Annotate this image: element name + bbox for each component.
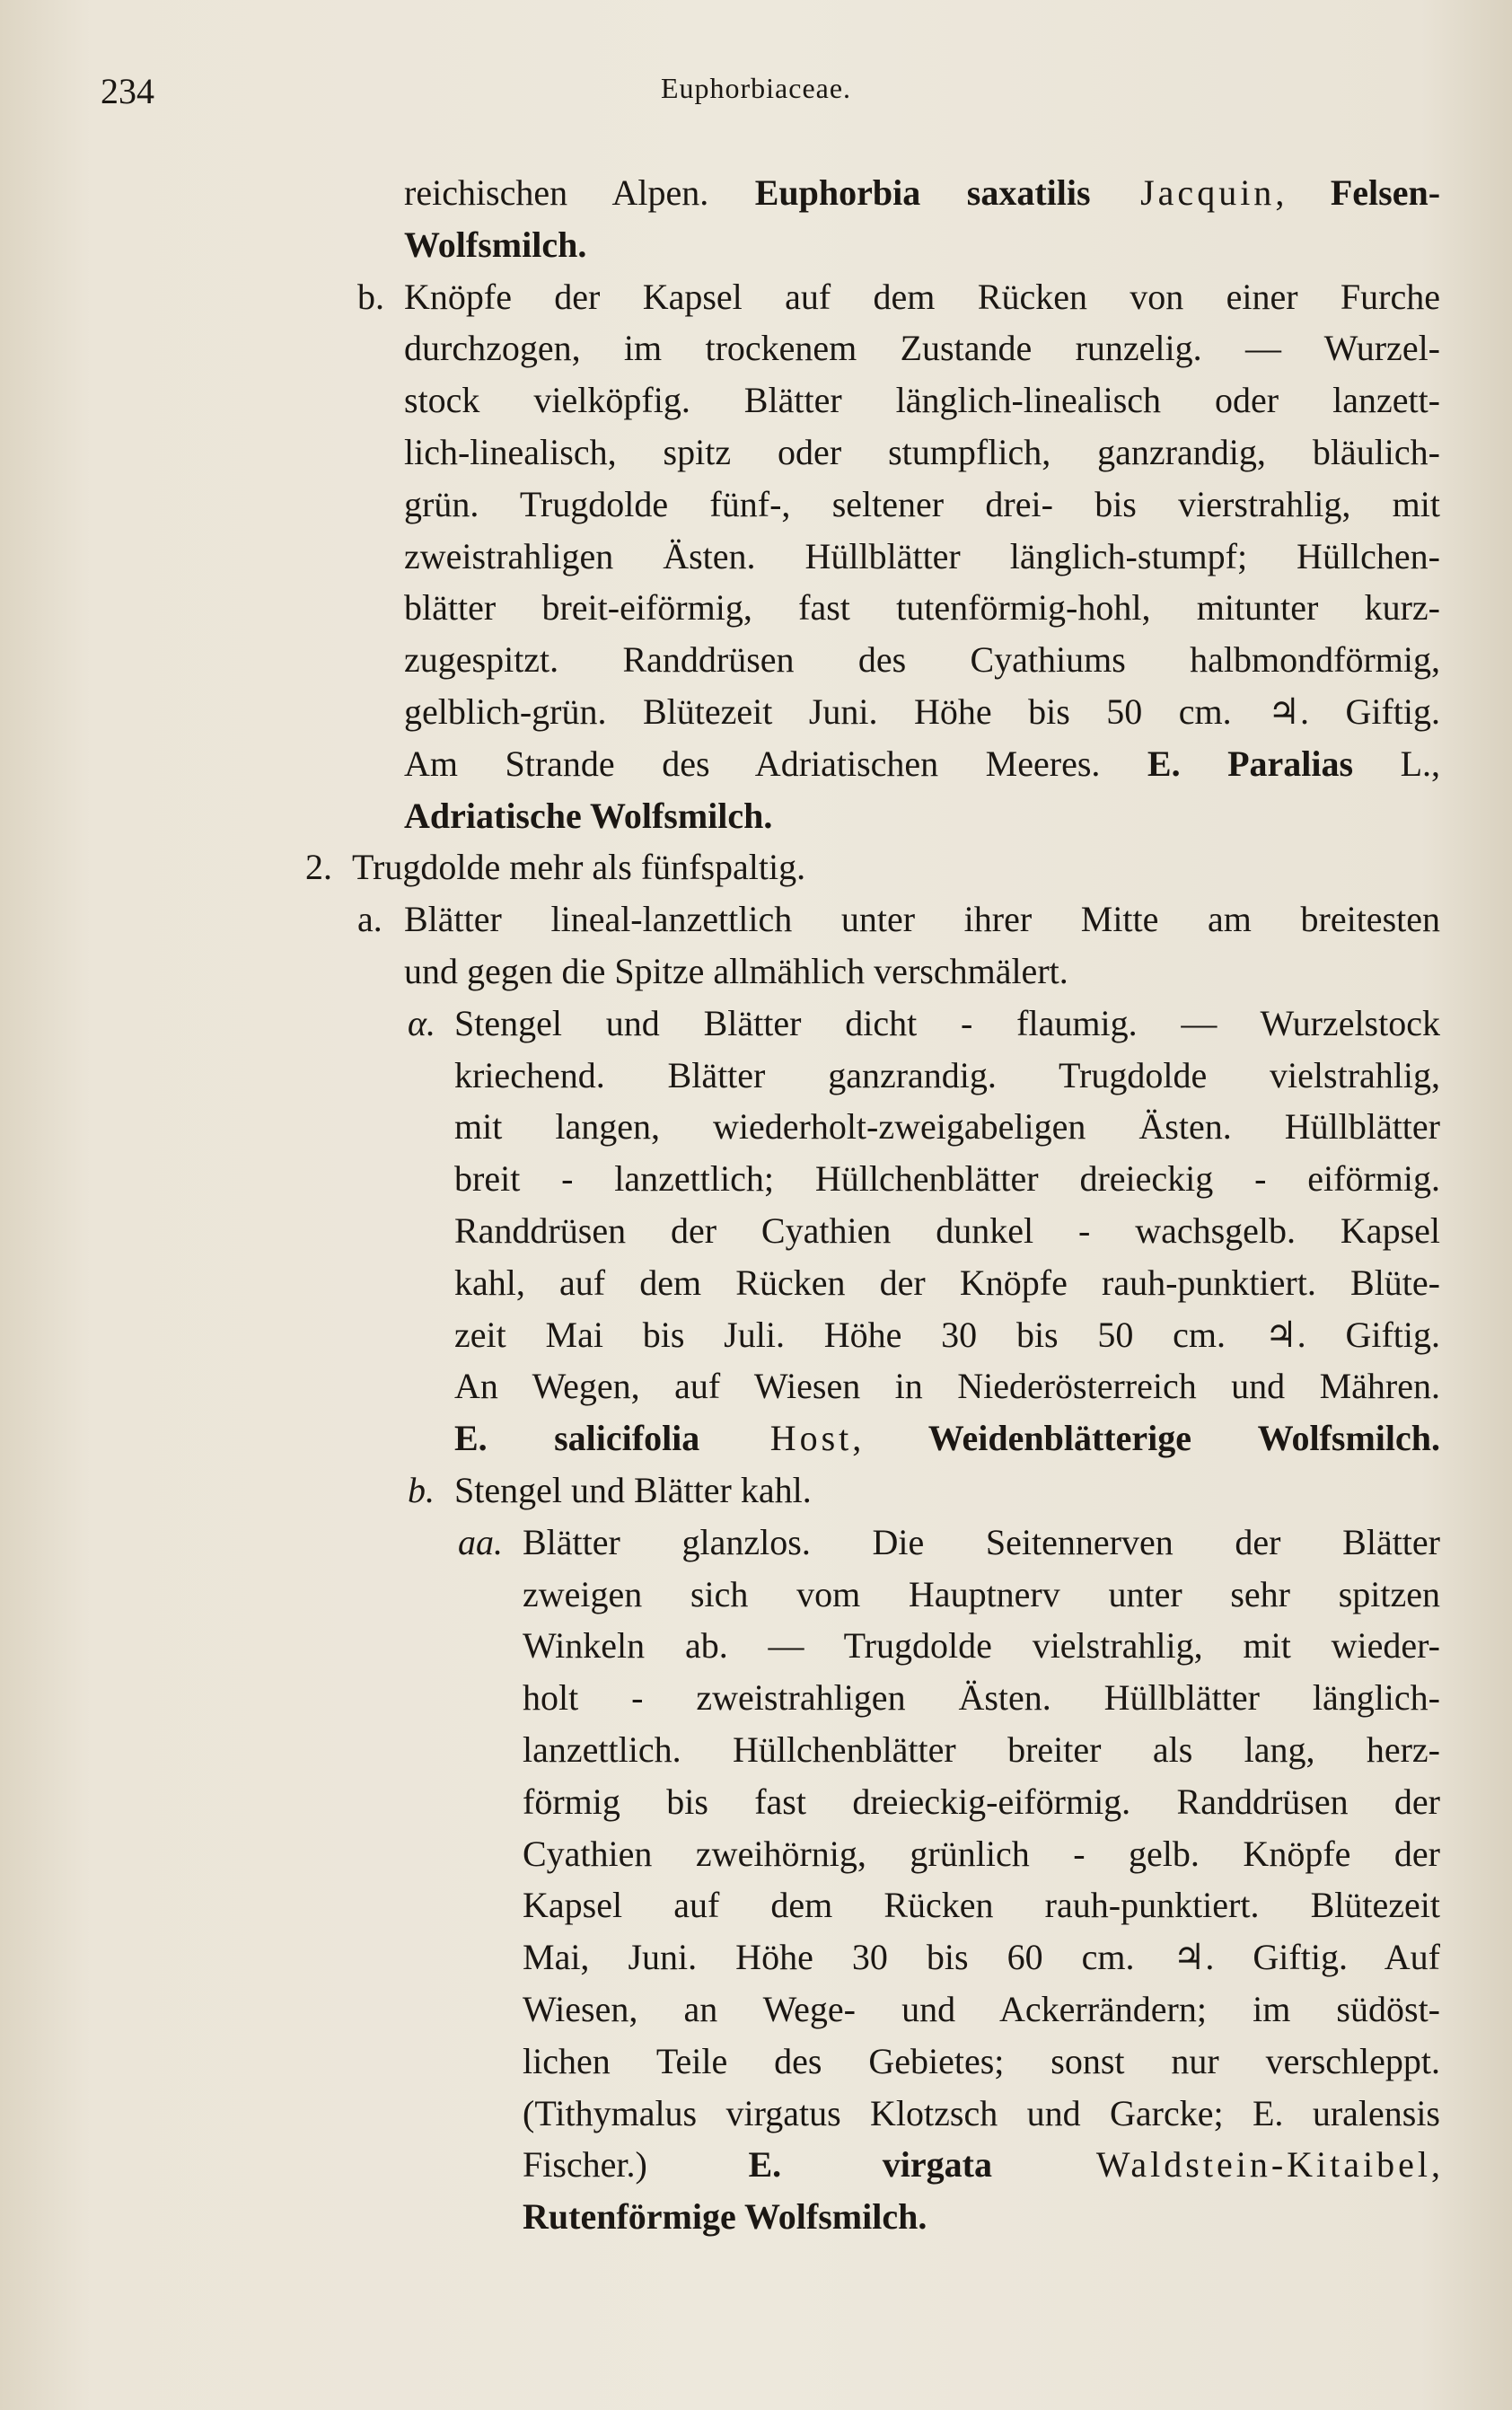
list-marker: 2.: [305, 847, 332, 888]
line-text: [523, 1672, 1440, 1724]
text-run: gelblich-grün. Blütezeit Juni. Höhe bis 50 cm. ♃. Giftig.: [404, 691, 1440, 732]
line-text: [404, 219, 1440, 271]
text-line: [0, 1101, 1440, 1153]
text-line: [0, 1360, 1440, 1412]
text-line: [0, 479, 1440, 531]
line-text: [523, 1879, 1440, 1931]
page-header: [101, 70, 1411, 115]
line-text: [404, 790, 1440, 842]
text-line: [0, 1517, 1440, 1569]
author-name: Jacquin: [1090, 172, 1276, 213]
species-name: Rutenförmige Wolfsmilch.: [523, 2196, 927, 2238]
text-run: ,: [1431, 2144, 1440, 2186]
text-line: [0, 1569, 1440, 1621]
text-run: lanzettlich. Hüllchenblätter breiter als lang, herz-: [523, 1729, 1440, 1770]
text-line: [0, 1309, 1440, 1361]
species-name: Weidenblätterige Wolfsmilch.: [927, 1418, 1440, 1459]
text-run: ,: [1275, 172, 1331, 213]
line-text: [454, 1309, 1440, 1361]
line-text: [404, 946, 1440, 998]
line-text: [404, 738, 1440, 790]
list-marker: aa.: [458, 1521, 503, 1562]
text-line: [0, 374, 1440, 427]
text-run: Blätter glanzlos. Die Seitennerven der Blätter: [523, 1521, 1440, 1562]
line-text: [404, 686, 1440, 738]
text-line: [0, 2191, 1440, 2243]
line-text: [404, 167, 1440, 219]
text-run: zweigen sich vom Hauptnerv unter sehr spitzen: [523, 1573, 1440, 1614]
line-text: [523, 1517, 1440, 1569]
text-run: Winkeln ab. — Trugdolde vielstrahlig, mit wieder-: [523, 1625, 1440, 1667]
line-text: [454, 1153, 1440, 1205]
text-line: [0, 634, 1440, 686]
text-line: [0, 998, 1440, 1050]
text-line: [0, 790, 1440, 842]
line-text: [523, 1983, 1440, 2036]
text-run: durchzogen, im trockenem Zustande runzelig. — Wurzel-: [404, 328, 1440, 369]
text-run: L.,: [1353, 743, 1440, 784]
line-text: [404, 582, 1440, 634]
text-run: und gegen die Spitze allmählich verschmälert.: [404, 951, 1068, 991]
running-head: Euphorbiaceae.: [660, 72, 852, 104]
species-name: Adriatische Wolfsmilch.: [404, 795, 773, 836]
line-text: [454, 1257, 1440, 1309]
text-line: [0, 1050, 1440, 1102]
text-run: förmig bis fast dreieckig-eiförmig. Randdrüsen der: [523, 1781, 1440, 1822]
text-run: mit langen, wiederholt-zweigabeligen Ästen. Hüllblätter: [454, 1106, 1440, 1148]
text-run: Wiesen, an Wege- und Ackerrändern; im südöst-: [523, 1989, 1440, 2029]
text-line: [0, 1620, 1440, 1672]
text-line: [0, 1983, 1440, 2036]
species-name: E. virgata: [748, 2144, 992, 2186]
text-run: zeit Mai bis Juli. Höhe 30 bis 50 cm. ♃. Giftig.: [454, 1314, 1440, 1355]
line-text: [523, 1776, 1440, 1828]
list-marker: b.: [408, 1470, 435, 1510]
line-text: [523, 2036, 1440, 2088]
line-text: [404, 893, 1440, 946]
text-line: [0, 893, 1440, 946]
line-text: [523, 1620, 1440, 1672]
text-line: [0, 1724, 1440, 1776]
text-run: zugespitzt. Randdrüsen des Cyathiums halbmondförmig,: [404, 639, 1440, 681]
text-run: breit - lanzettlich; Hüllchenblätter dreieckig - eiförmig.: [454, 1158, 1440, 1200]
line-text: [404, 374, 1440, 427]
text-line: [0, 1257, 1440, 1309]
text-run: Stengel und Blätter dicht - flaumig. — Wurzelstock: [454, 1002, 1440, 1043]
text-run: Blätter lineal-lanzettlich unter ihrer Mitte am breitesten: [404, 899, 1440, 940]
text-run: stock vielköpfig. Blätter länglich-linealisch oder lanzett-: [404, 380, 1440, 421]
text-line: [0, 271, 1440, 323]
text-run: Randdrüsen der Cyathien dunkel - wachsgelb. Kapsel: [454, 1210, 1440, 1251]
line-text: [523, 2191, 1440, 2243]
list-marker: α.: [408, 1002, 435, 1043]
line-text: [454, 1464, 1440, 1517]
text-run: reichischen Alpen.: [404, 172, 755, 213]
text-run: lich-linealisch, spitz oder stumpflich, ganzrandig, bläulich-: [404, 432, 1440, 472]
text-run: zweistrahligen Ästen. Hüllblätter länglich-stumpf; Hüllchen-: [404, 535, 1440, 576]
line-text: [454, 1101, 1440, 1153]
text-line: [0, 1153, 1440, 1205]
line-text: [523, 2139, 1440, 2191]
list-marker: a.: [357, 899, 382, 940]
text-run: lichen Teile des Gebietes; sonst nur verschleppt.: [523, 2040, 1440, 2081]
text-line: [0, 1776, 1440, 1828]
line-text: [523, 2088, 1440, 2140]
text-run: Mai, Juni. Höhe 30 bis 60 cm. ♃. Giftig. Auf: [523, 1937, 1440, 1978]
text-line: [0, 946, 1440, 998]
text-line: [0, 738, 1440, 790]
line-text: [404, 531, 1440, 583]
text-run: Trugdolde mehr als fünfspaltig.: [352, 847, 806, 888]
text-line: [0, 1412, 1440, 1464]
text-run: Kapsel auf dem Rücken rauh-punktiert. Blütezeit: [523, 1885, 1440, 1926]
text-line: [0, 2088, 1440, 2140]
species-name: E. salicifolia: [454, 1418, 700, 1459]
text-run: Knöpfe der Kapsel auf dem Rücken von einer Furche: [404, 276, 1440, 317]
text-run: blätter breit-eiförmig, fast tutenförmig-hohl, mitunter kurz-: [404, 587, 1440, 629]
text-line: [0, 1879, 1440, 1931]
text-line: [0, 219, 1440, 271]
text-line: [0, 686, 1440, 738]
species-name: Euphorbia saxatilis: [754, 172, 1091, 213]
text-line: [0, 1931, 1440, 1983]
text-run: grün. Trugdolde fünf-, seltener drei- bis vierstrahlig, mit: [404, 483, 1440, 524]
text-run: Cyathien zweihörnig, grünlich - gelb. Knöpfe der: [523, 1833, 1440, 1874]
text-run: kahl, auf dem Rücken der Knöpfe rauh-punktiert. Blüte-: [454, 1262, 1440, 1303]
text-line: [0, 841, 1440, 893]
line-text: [404, 634, 1440, 686]
list-marker: b.: [357, 276, 384, 317]
page-number: 234: [101, 71, 154, 111]
text-line: [0, 1672, 1440, 1724]
line-text: [454, 1050, 1440, 1102]
text-line: [0, 2036, 1440, 2088]
line-text: [454, 998, 1440, 1050]
text-run: (Tithymalus virgatus Klotzsch und Garcke; E. uralensis: [523, 2092, 1440, 2133]
text-run: Fischer.): [523, 2144, 749, 2186]
text-line: [0, 531, 1440, 583]
line-text: [523, 1569, 1440, 1621]
line-text: [454, 1412, 1440, 1464]
text-line: [0, 167, 1440, 219]
line-text: [454, 1205, 1440, 1257]
line-text: [523, 1828, 1440, 1880]
line-text: [404, 271, 1440, 323]
line-text: [352, 841, 1440, 893]
text-run: An Wegen, auf Wiesen in Niederösterreich und Mähren.: [454, 1366, 1440, 1407]
text-run: ,: [852, 1418, 928, 1459]
text-run: Stengel und Blätter kahl.: [454, 1470, 812, 1510]
text-line: [0, 1464, 1440, 1517]
text-run: holt - zweistrahligen Ästen. Hüllblätter länglich-: [523, 1677, 1440, 1719]
line-text: [454, 1360, 1440, 1412]
line-text: [404, 322, 1440, 374]
text-line: [0, 427, 1440, 479]
author-name: Waldstein-Kitaibel: [991, 2144, 1431, 2186]
line-text: [523, 1724, 1440, 1776]
text-run: kriechend. Blätter ganzrandig. Trugdolde vielstrahlig,: [454, 1054, 1440, 1095]
text-line: [0, 582, 1440, 634]
text-line: [0, 1205, 1440, 1257]
text-run: Am Strande des Adriatischen Meeres.: [404, 743, 1147, 784]
line-text: [404, 427, 1440, 479]
species-name: Wolfsmilch.: [404, 224, 587, 265]
line-text: [404, 479, 1440, 531]
author-name: Host: [699, 1418, 853, 1459]
text-line: [0, 322, 1440, 374]
text-line: [0, 1828, 1440, 1880]
text-line: [0, 2139, 1440, 2191]
species-name: E. Paralias: [1147, 743, 1354, 784]
species-name: Felsen-: [1330, 172, 1441, 213]
line-text: [523, 1931, 1440, 1983]
